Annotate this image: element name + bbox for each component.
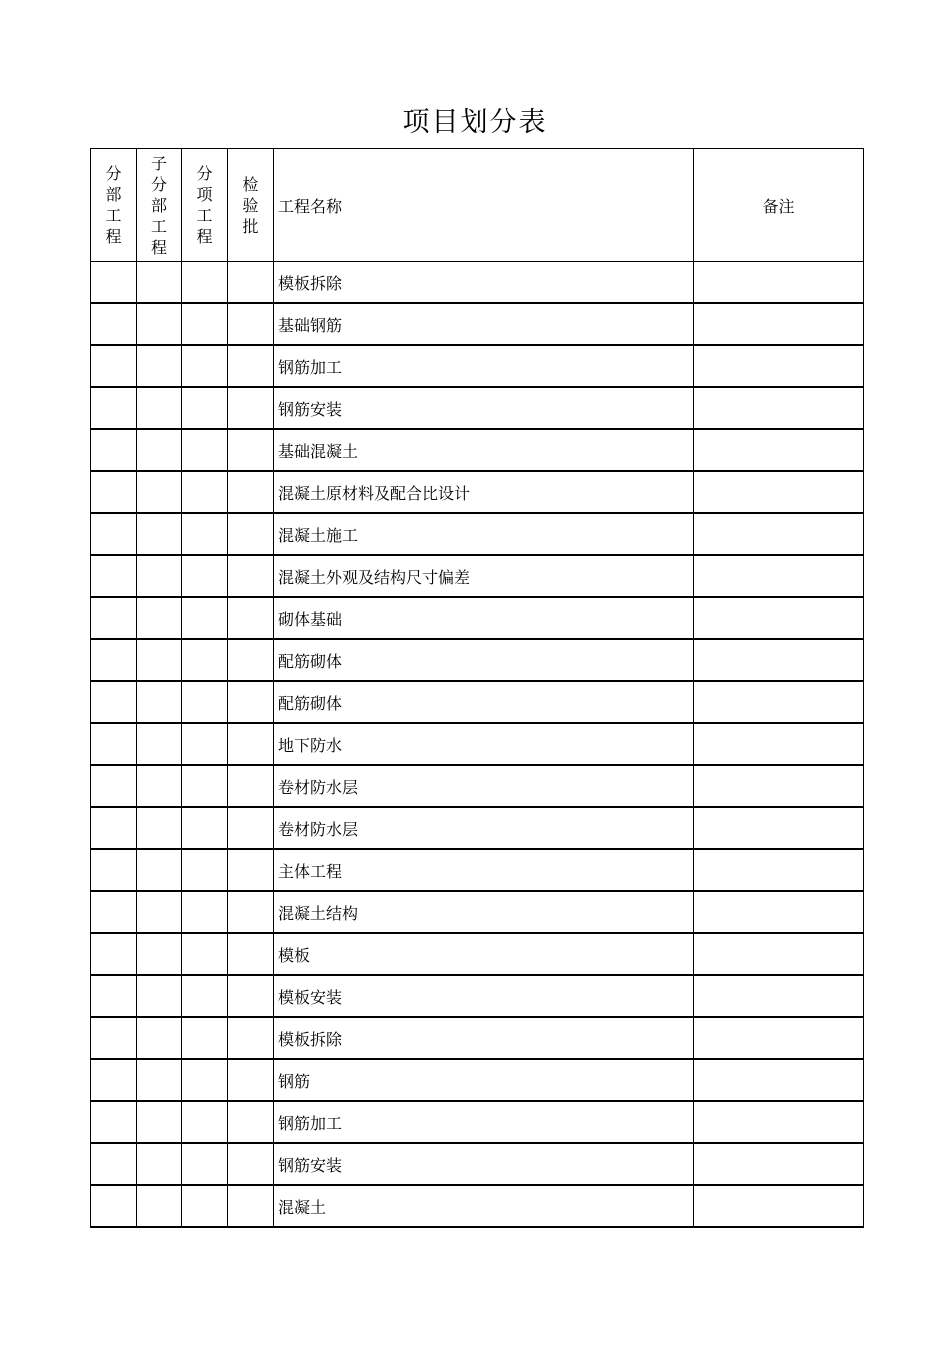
table-row [91, 1185, 864, 1227]
empty-cell [137, 807, 182, 849]
remarks-cell [694, 1143, 864, 1185]
empty-cell [91, 1059, 137, 1101]
empty-cell [91, 1143, 137, 1185]
empty-cell [91, 975, 137, 1017]
project-name-cell: 钢筋安装 [274, 1143, 694, 1185]
header-char: 部 [105, 185, 122, 204]
empty-cell [182, 765, 228, 807]
empty-cell [182, 849, 228, 891]
empty-cell [182, 345, 228, 387]
empty-cell [182, 262, 228, 304]
table-row [91, 891, 864, 933]
header-remarks: 备注 [694, 149, 864, 262]
empty-cell [182, 723, 228, 765]
remarks-cell [694, 681, 864, 723]
empty-cell [228, 891, 274, 933]
empty-cell [228, 807, 274, 849]
table-row [91, 1059, 864, 1101]
table-row [91, 933, 864, 975]
remarks-cell [694, 262, 864, 304]
empty-cell [228, 639, 274, 681]
table-row [91, 513, 864, 555]
project-name-cell: 基础混凝土 [274, 429, 694, 471]
remarks-cell [694, 387, 864, 429]
empty-cell [91, 681, 137, 723]
header-division [91, 149, 137, 262]
header-char: 工 [196, 206, 213, 225]
header-char: 程 [150, 237, 167, 257]
remarks-cell [694, 1185, 864, 1227]
project-name-cell: 模板安装 [274, 975, 694, 1017]
project-name-cell: 钢筋 [274, 1059, 694, 1101]
remarks-cell [694, 1017, 864, 1059]
empty-cell [91, 1017, 137, 1059]
table-row [91, 681, 864, 723]
page-title: 项目划分表 [402, 107, 548, 138]
remarks-cell [694, 975, 864, 1017]
empty-cell [182, 555, 228, 597]
header-char: 验 [242, 195, 259, 215]
header-subdivision [137, 149, 182, 262]
project-name-cell: 模板拆除 [274, 1017, 694, 1059]
project-name-cell: 模板拆除 [274, 262, 694, 304]
empty-cell [91, 765, 137, 807]
empty-cell [137, 262, 182, 304]
empty-cell [228, 555, 274, 597]
table-row [91, 723, 864, 765]
remarks-cell [694, 849, 864, 891]
header-char: 分 [196, 164, 213, 183]
empty-cell [137, 639, 182, 681]
remarks-cell [694, 1059, 864, 1101]
header-char: 分 [105, 164, 122, 183]
header-char: 工 [150, 216, 167, 236]
empty-cell [137, 975, 182, 1017]
table-row [91, 849, 864, 891]
table-row [91, 303, 864, 345]
remarks-cell [694, 345, 864, 387]
empty-cell [182, 1143, 228, 1185]
empty-cell [228, 1143, 274, 1185]
empty-cell [137, 429, 182, 471]
project-name-cell: 混凝土 [274, 1185, 694, 1227]
empty-cell [91, 891, 137, 933]
empty-cell [91, 555, 137, 597]
empty-cell [228, 1101, 274, 1143]
empty-cell [91, 849, 137, 891]
empty-cell [228, 1059, 274, 1101]
empty-cell [182, 471, 228, 513]
empty-cell [228, 1185, 274, 1227]
empty-cell [91, 303, 137, 345]
empty-cell [228, 933, 274, 975]
empty-cell [228, 765, 274, 807]
remarks-cell [694, 807, 864, 849]
empty-cell [182, 975, 228, 1017]
empty-cell [137, 765, 182, 807]
empty-cell [137, 513, 182, 555]
project-name-cell: 地下防水 [274, 723, 694, 765]
project-name-cell: 主体工程 [274, 849, 694, 891]
empty-cell [137, 303, 182, 345]
empty-cell [91, 345, 137, 387]
empty-cell [137, 1059, 182, 1101]
empty-cell [137, 555, 182, 597]
table-row [91, 555, 864, 597]
remarks-cell [694, 513, 864, 555]
project-name-cell: 混凝土外观及结构尺寸偏差 [274, 555, 694, 597]
empty-cell [137, 681, 182, 723]
empty-cell [182, 1017, 228, 1059]
header-project-name: 工程名称 [274, 149, 694, 262]
empty-cell [91, 513, 137, 555]
empty-cell [228, 849, 274, 891]
header-char: 批 [242, 216, 259, 236]
remarks-cell [694, 723, 864, 765]
project-name-cell: 混凝土原材料及配合比设计 [274, 471, 694, 513]
project-name-cell: 钢筋安装 [274, 387, 694, 429]
empty-cell [137, 1185, 182, 1227]
empty-cell [91, 807, 137, 849]
table-row [91, 975, 864, 1017]
project-name-cell: 卷材防水层 [274, 807, 694, 849]
empty-cell [91, 933, 137, 975]
empty-cell [182, 429, 228, 471]
empty-cell [137, 723, 182, 765]
empty-cell [91, 723, 137, 765]
project-name-cell: 砌体基础 [274, 597, 694, 639]
empty-cell [182, 639, 228, 681]
header-char: 子 [150, 153, 167, 173]
empty-cell [228, 345, 274, 387]
remarks-cell [694, 429, 864, 471]
header-char: 项 [196, 185, 213, 204]
empty-cell [228, 429, 274, 471]
table-row [91, 1143, 864, 1185]
empty-cell [228, 1017, 274, 1059]
empty-cell [182, 933, 228, 975]
empty-cell [228, 303, 274, 345]
empty-cell [137, 1101, 182, 1143]
empty-cell [91, 387, 137, 429]
project-name-cell: 混凝土结构 [274, 891, 694, 933]
empty-cell [182, 891, 228, 933]
project-name-cell: 钢筋加工 [274, 1101, 694, 1143]
empty-cell [228, 471, 274, 513]
empty-cell [137, 345, 182, 387]
remarks-cell [694, 471, 864, 513]
remarks-cell [694, 303, 864, 345]
project-name-cell: 卷材防水层 [274, 765, 694, 807]
empty-cell [228, 513, 274, 555]
table-row [91, 387, 864, 429]
empty-cell [137, 1017, 182, 1059]
empty-cell [137, 1143, 182, 1185]
empty-cell [137, 597, 182, 639]
empty-cell [91, 429, 137, 471]
header-char: 检 [242, 174, 259, 194]
header-char: 部 [150, 195, 167, 215]
empty-cell [228, 723, 274, 765]
header-char: 工 [105, 206, 122, 225]
header-inspection-lot [228, 149, 274, 262]
remarks-cell [694, 639, 864, 681]
table-row [91, 1017, 864, 1059]
empty-cell [182, 681, 228, 723]
remarks-cell [694, 1101, 864, 1143]
project-name-cell: 配筋砌体 [274, 639, 694, 681]
header-item [182, 149, 228, 262]
project-name-cell: 钢筋加工 [274, 345, 694, 387]
empty-cell [182, 597, 228, 639]
empty-cell [182, 387, 228, 429]
empty-cell [182, 1059, 228, 1101]
empty-cell [228, 262, 274, 304]
project-name-cell: 混凝土施工 [274, 513, 694, 555]
empty-cell [228, 597, 274, 639]
empty-cell [137, 891, 182, 933]
division-table [90, 148, 864, 1228]
header-row [91, 149, 864, 262]
empty-cell [91, 1185, 137, 1227]
empty-cell [182, 1101, 228, 1143]
header-char: 程 [196, 227, 213, 246]
empty-cell [91, 471, 137, 513]
empty-cell [91, 1101, 137, 1143]
table-row [91, 262, 864, 304]
empty-cell [228, 681, 274, 723]
empty-cell [182, 1185, 228, 1227]
remarks-cell [694, 933, 864, 975]
table-row [91, 597, 864, 639]
empty-cell [182, 303, 228, 345]
empty-cell [91, 639, 137, 681]
header-char: 分 [150, 174, 167, 194]
remarks-cell [694, 555, 864, 597]
empty-cell [137, 933, 182, 975]
project-name-cell: 配筋砌体 [274, 681, 694, 723]
empty-cell [137, 471, 182, 513]
table-row [91, 345, 864, 387]
empty-cell [182, 513, 228, 555]
empty-cell [137, 849, 182, 891]
table-row [91, 639, 864, 681]
table-row [91, 429, 864, 471]
table-row [91, 807, 864, 849]
empty-cell [182, 807, 228, 849]
remarks-cell [694, 765, 864, 807]
empty-cell [91, 262, 137, 304]
empty-cell [91, 597, 137, 639]
remarks-cell [694, 891, 864, 933]
table-row [91, 1101, 864, 1143]
empty-cell [228, 975, 274, 1017]
empty-cell [228, 387, 274, 429]
remarks-cell [694, 597, 864, 639]
header-char: 程 [105, 227, 122, 246]
table-row [91, 765, 864, 807]
empty-cell [137, 387, 182, 429]
project-name-cell: 模板 [274, 933, 694, 975]
table-row [91, 471, 864, 513]
project-name-cell: 基础钢筋 [274, 303, 694, 345]
